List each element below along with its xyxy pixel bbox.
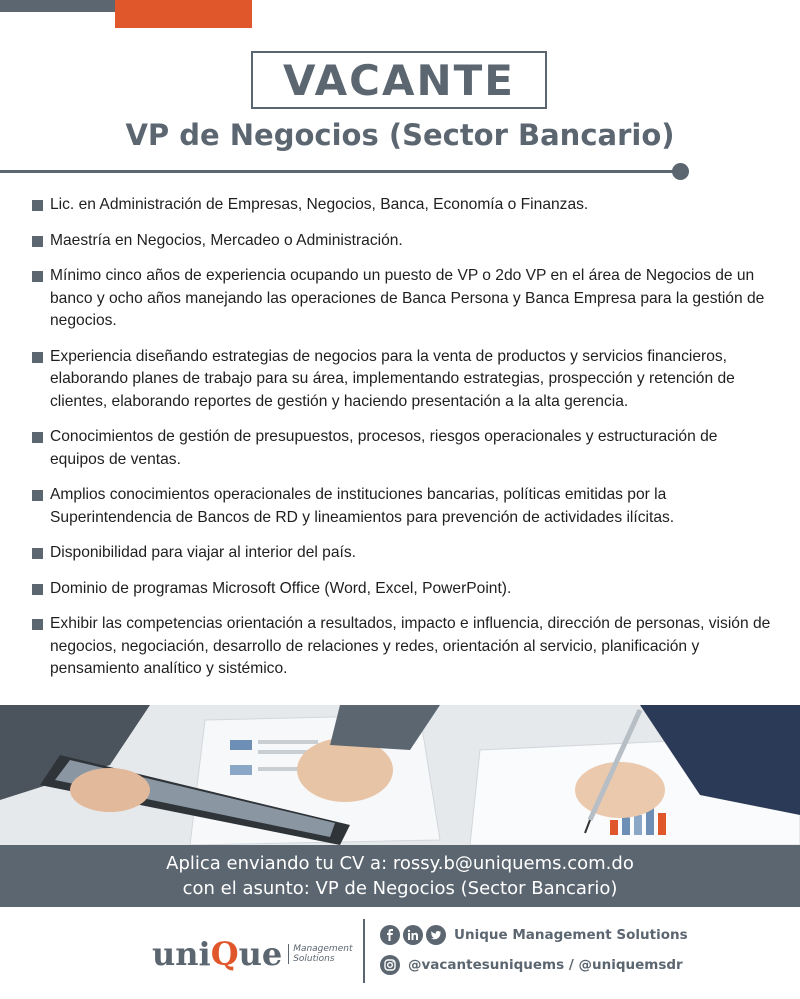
list-item xyxy=(32,484,772,529)
top-accent-bar-orange xyxy=(115,0,252,28)
apply-subject-line: con el asunto: VP de Negocios (Sector Bancario) xyxy=(182,878,618,899)
linkedin-icon[interactable] xyxy=(403,925,423,945)
logo-text-q: Q xyxy=(210,935,239,973)
list-item xyxy=(32,346,772,414)
instagram-icon[interactable] xyxy=(380,955,400,975)
list-item xyxy=(32,578,772,601)
square-bullet-icon xyxy=(32,271,43,282)
page-title: VACANTE xyxy=(283,55,515,105)
square-bullet-icon xyxy=(32,432,43,443)
twitter-icon[interactable] xyxy=(426,925,446,945)
social-row-networks xyxy=(380,925,688,945)
logo-tagline xyxy=(288,944,352,964)
square-bullet-icon xyxy=(32,200,43,211)
photo-illustration xyxy=(0,705,800,845)
square-bullet-icon xyxy=(32,584,43,595)
requirement-text: Amplios conocimientos operacionales de instituciones bancarias, políticas emitidas por la Superintendencia de Bancos de RD y lineamientos para prevención de actividades ilícitas. xyxy=(50,486,675,526)
apply-email-line: Aplica enviando tu CV a: rossy.b@uniquems.com.do xyxy=(166,853,634,874)
square-bullet-icon xyxy=(32,490,43,501)
requirement-text: Conocimientos de gestión de presupuestos, procesos, riesgos operacionales y estructuración de equipos de ventas. xyxy=(50,428,718,468)
requirement-text: Exhibir las competencias orientación a resultados, impacto e influencia, dirección de personas, visión de negocios, negociación, desarrollo de relaciones y redes, orientación al servicio, planificación y pensamiento analítico y sistémico. xyxy=(50,615,771,677)
requirement-text: Maestría en Negocios, Mercadeo o Administración. xyxy=(50,231,403,249)
business-meeting-photo xyxy=(0,705,800,845)
footer-divider xyxy=(363,919,365,983)
social-row-instagram xyxy=(380,955,683,975)
job-subtitle: VP de Negocios (Sector Bancario) xyxy=(125,118,675,152)
apply-banner xyxy=(0,845,800,907)
requirements-list xyxy=(32,194,772,694)
footer xyxy=(0,907,800,999)
list-item xyxy=(32,265,772,333)
list-item xyxy=(32,230,772,253)
divider-dot xyxy=(672,163,689,180)
logo-text-part1: uni xyxy=(152,935,211,973)
requirement-text: Lic. en Administración de Empresas, Negocios, Banca, Economía o Finanzas. xyxy=(50,196,589,213)
list-item xyxy=(32,613,772,681)
requirement-text: Disponibilidad para viajar al interior del país. xyxy=(50,544,356,561)
logo-tagline-line2: Solutions xyxy=(293,954,335,964)
square-bullet-icon xyxy=(32,352,43,363)
title-box xyxy=(251,51,547,109)
requirement-text: Experiencia diseñando estrategias de negocios para la venta de productos y servicios financieros, elaborando planes de trabajo para su área, implementando estrategias, prospección y retención de clientes, elaborando reportes de gestión y haciendo presentación a la alta gerencia. xyxy=(50,347,735,410)
requirement-text: Mínimo cinco años de experiencia ocupando un puesto de VP o 2do VP en el área de Negocios de un banco y ocho años manejando las operaciones de Banca Persona y Banca Empresa para la gestión de negocios. xyxy=(50,267,765,329)
square-bullet-icon xyxy=(32,548,43,559)
logo-tagline-line1: Management xyxy=(293,944,353,954)
square-bullet-icon xyxy=(32,236,43,247)
company-name: Unique Management Solutions xyxy=(454,927,688,943)
facebook-icon[interactable] xyxy=(380,925,400,945)
list-item xyxy=(32,426,772,471)
company-logo xyxy=(152,935,352,973)
square-bullet-icon xyxy=(32,619,43,630)
instagram-handles: @vacantesuniquems / @uniquemsdr xyxy=(408,957,683,973)
list-item xyxy=(32,194,772,217)
requirement-text: Dominio de programas Microsoft Office (Word, Excel, PowerPoint). xyxy=(50,579,512,597)
list-item xyxy=(32,542,772,565)
logo-text-part3: ue xyxy=(238,935,283,973)
divider-rule xyxy=(0,170,680,173)
